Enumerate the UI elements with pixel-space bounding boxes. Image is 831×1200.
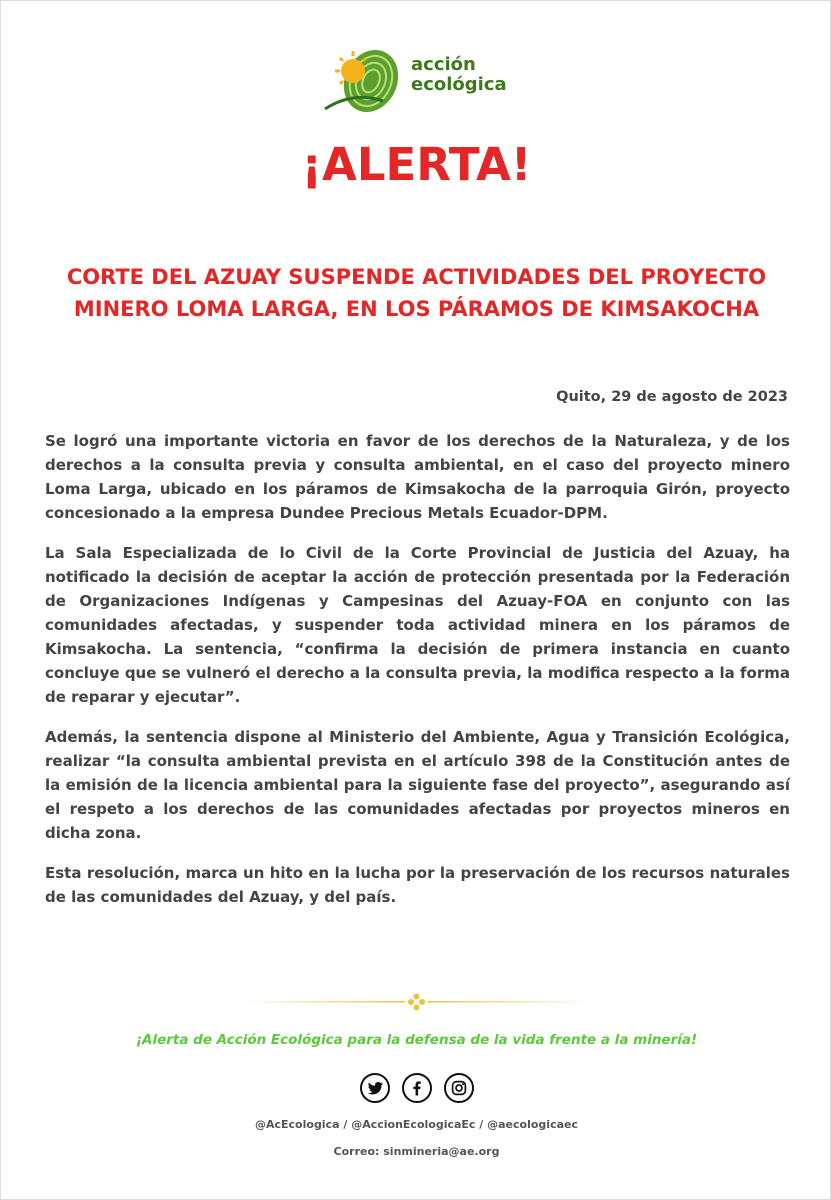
twitter-icon[interactable]	[360, 1073, 390, 1103]
social-links	[360, 1073, 475, 1103]
body-text	[45, 429, 790, 925]
fleuron-icon	[408, 994, 425, 1011]
paragraph-2: La Sala Especializada de lo Civil de la Corte Provincial de Justicia del Azuay, ha notificado la decisión de aceptar la acción de protección presentada por la Federación de Organizaciones Indígenas y Campesinas del Azuay-FOA en conjunto con las comunidades afectadas, y suspender toda actividad minera en los páramos de Kimsakocha. La sentencia, “confirma la decisión de primera instancia en cuanto concluye que se vulneró el derecho a la consulta previa, la modifica respecto a la forma de reparar y ejecutar”.	[45, 544, 790, 706]
facebook-icon[interactable]	[402, 1073, 432, 1103]
slogan: ¡Alerta de Acción Ecológica para la defensa de la vida frente a la minería!	[135, 1032, 698, 1048]
logo-line-1: acción	[411, 54, 476, 75]
logo-line-2: ecológica	[411, 74, 507, 95]
instagram-icon[interactable]	[444, 1073, 474, 1103]
accion-ecologica-logo	[323, 39, 523, 119]
date-line: Quito, 29 de agosto de 2023	[556, 389, 788, 405]
paragraph-4: Esta resolución, marca un hito en la lucha por la preservación de los recursos naturales de las comunidades del Azuay, y del país.	[45, 864, 790, 906]
ornament-divider	[239, 993, 594, 1011]
contact-email: Correo: sinmineria@ae.org	[333, 1145, 500, 1158]
paragraph-3: Además, la sentencia dispone al Ministerio del Ambiente, Agua y Transición Ecológica, realizar “la consulta ambiental prevista en el artículo 398 de la Constitución antes de la emisión de la licencia ambiental para la siguiente fase del proyecto”, asegurando así el respeto a los derechos de las comunidades afectadas por proyectos mineros en dicha zona.	[45, 728, 790, 842]
alert-title: ¡ALERTA!	[301, 138, 532, 191]
paragraph-1: Se logró una importante victoria en favor de los derechos de la Naturaleza, y de los derechos a la consulta previa y consulta ambiental, en el caso del proyecto minero Loma Larga, ubicado en los páramos de Kimsakocha de la parroquia Girón, proyecto concesionado a la empresa Dundee Precious Metals Ecuador-DPM.	[45, 432, 790, 522]
headline: CORTE DEL AZUAY SUSPENDE ACTIVIDADES DEL PROYECTO MINERO LOMA LARGA, EN LOS PÁRAMOS DE KIMSAKOCHA	[66, 265, 767, 321]
logo-wordmark	[411, 55, 507, 95]
social-handles: @AcEcologica / @AccionEcologicaEc / @aecologicaec	[254, 1118, 578, 1131]
leaf-fingerprint-sun-icon	[323, 39, 407, 119]
